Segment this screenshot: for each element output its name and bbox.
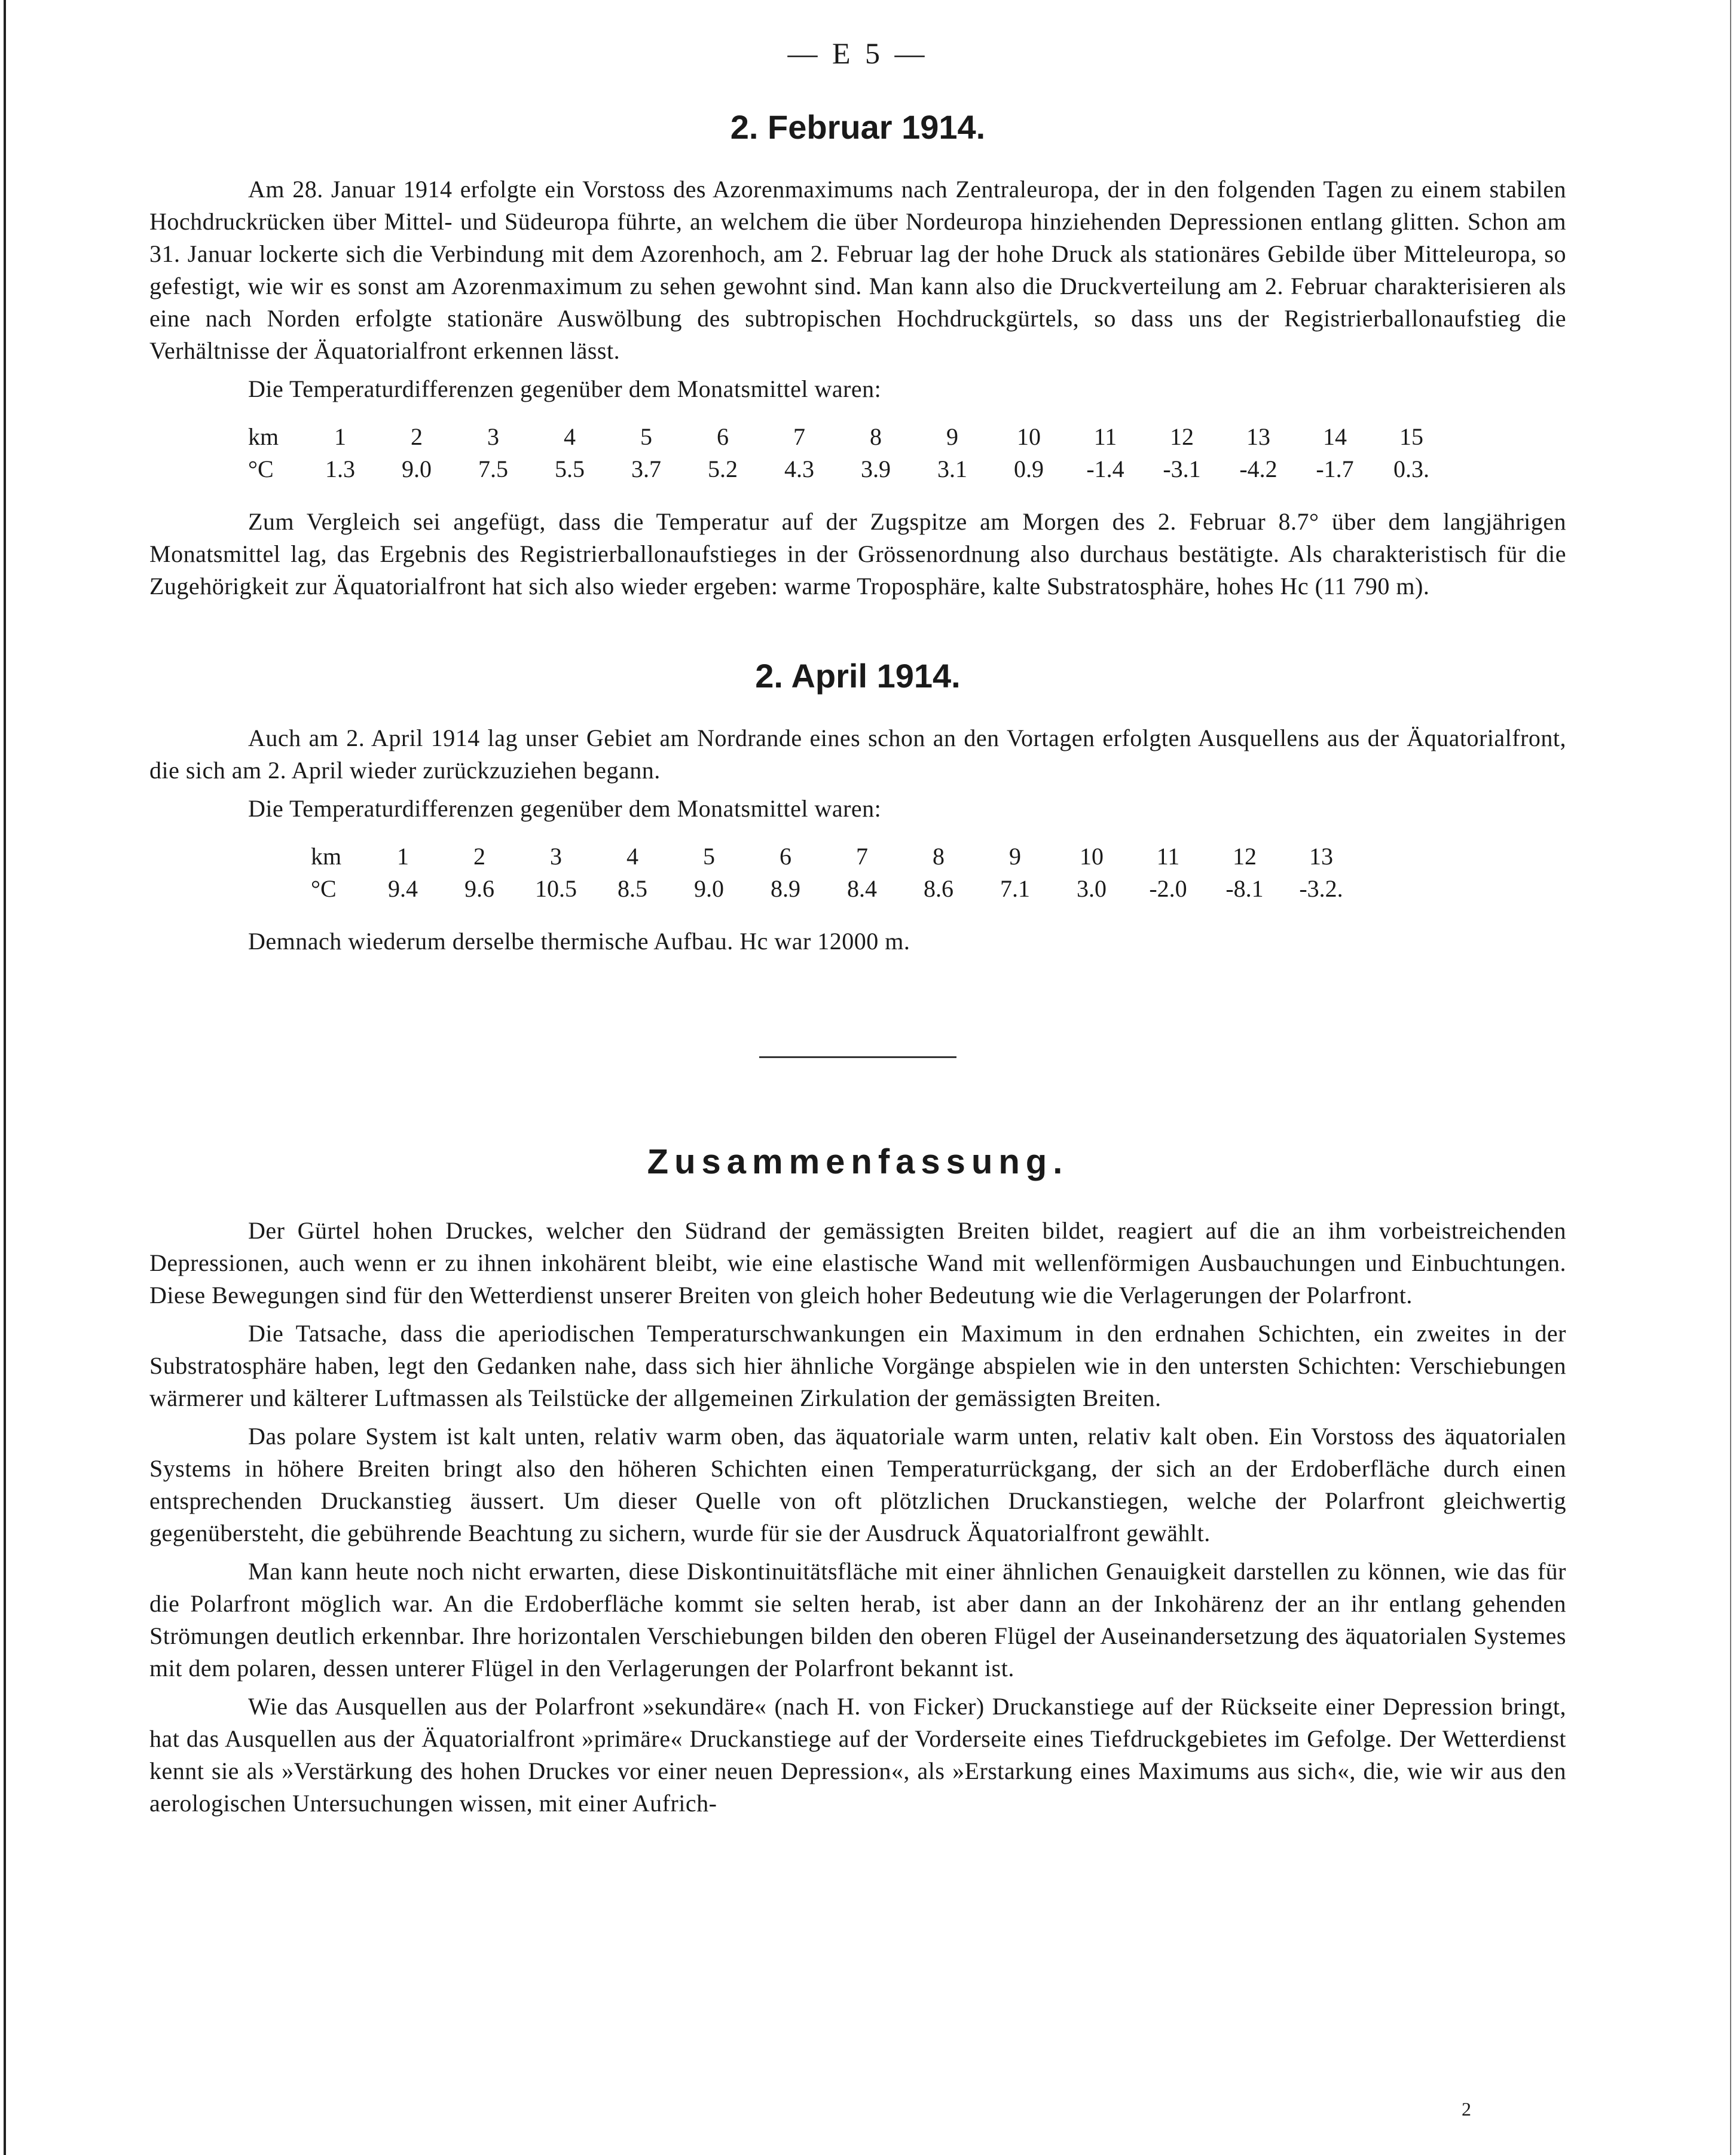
km-cell: 8 (870, 423, 882, 450)
temperature-cell: 1.3 (325, 455, 355, 482)
temperature-cell: 3.0 (1077, 875, 1107, 902)
temperature-cell: 4.3 (784, 455, 814, 482)
km-cell: 13 (1246, 423, 1270, 450)
temperature-cell: -8.1 (1225, 875, 1264, 902)
km-cell: 15 (1399, 423, 1423, 450)
right-margin-rule (1730, 0, 1731, 2155)
summary-title: Zusammenfassung. (647, 1142, 1069, 1181)
summary-paragraph: Man kann heute noch nicht erwarten, diese Diskontinuitätsfläche mit einer ähnlichen Genauigkeit darstellen zu können, wie das für die Polarfront möglich war. An die Erdoberfläche kommt sie selten herab, ist aber dann an der Inkohärenz der an ihr entlang gehenden Strömungen deutlich erkennbar. Ihre horizontalen Verschiebungen bilden den oberen Flügel der Auseinandersetzung des äquatorialen Systemes mit dem polaren, dessen unterer Flügel in den Verlagerungen der Polarfront bekannt ist. (149, 1558, 1566, 1682)
temperature-cell: 5.5 (555, 455, 585, 482)
km-cell: 10 (1080, 842, 1104, 870)
temperature-cell: -2.0 (1149, 875, 1187, 902)
km-cell: 1 (397, 842, 409, 870)
document-page (149, 36, 1566, 1826)
km-cell: 6 (717, 423, 729, 450)
km-cell: 9 (946, 423, 958, 450)
temperature-cell: 0.3. (1393, 455, 1429, 482)
left-margin-rule (4, 0, 6, 2155)
section-title-april: 2. April 1914. (755, 657, 961, 695)
temperature-table-april (311, 840, 1359, 904)
km-cell: 8 (933, 842, 945, 870)
km-cell: 12 (1170, 423, 1194, 450)
km-cell: 11 (1093, 423, 1117, 450)
km-cell: 4 (564, 423, 576, 450)
page-header: — E 5 — (787, 36, 928, 70)
temperature-cell: 10.5 (535, 875, 577, 902)
table-intro: Die Temperaturdifferenzen gegenüber dem Monatsmittel waren: (248, 375, 882, 402)
temperature-cell: 7.5 (478, 455, 508, 482)
km-cell: 1 (334, 423, 346, 450)
temperature-cell: 8.6 (924, 875, 953, 902)
temperature-cell: -3.2. (1299, 875, 1343, 902)
km-cell: 12 (1233, 842, 1257, 870)
temperature-cell: -1.4 (1086, 455, 1124, 482)
temperature-cell: 5.2 (708, 455, 738, 482)
km-cell: 3 (550, 842, 562, 870)
km-cell: 3 (487, 423, 499, 450)
temperature-table-februar (248, 420, 1450, 485)
row-label: °C (311, 875, 337, 902)
temperature-cell: -4.2 (1239, 455, 1277, 482)
km-cell: 11 (1156, 842, 1180, 870)
temperature-cell: 3.1 (937, 455, 967, 482)
folio-number: 2 (1462, 2098, 1471, 2120)
row-label: km (248, 423, 279, 450)
temperature-cell: -1.7 (1316, 455, 1354, 482)
table-row (248, 420, 1450, 453)
km-cell: 5 (703, 842, 715, 870)
km-cell: 2 (411, 423, 423, 450)
table-row (248, 453, 1450, 485)
km-cell: 10 (1017, 423, 1041, 450)
km-cell: 7 (856, 842, 868, 870)
paragraph: Auch am 2. April 1914 lag unser Gebiet am Nordrande eines schon an den Vortagen erfolgten Ausquellens aus der Äquatorialfront, die sich am 2. April wieder zurückzuziehen begann. (149, 725, 1566, 784)
km-cell: 5 (640, 423, 652, 450)
km-cell: 14 (1323, 423, 1347, 450)
paragraph: Zum Vergleich sei angefügt, dass die Temperatur auf der Zugspitze am Morgen des 2. Februar 8.7° über dem langjährigen Monatsmittel lag, das Ergebnis des Registrierballonaufstieges in der Grössenordnung also durchaus bestätigte. Als charakteristisch für die Zugehörigkeit zur Äquatorialfront hat sich also wieder ergeben: warme Troposphäre, kalte Substratosphäre, hohes Hc (11 790 m). (149, 508, 1566, 600)
km-cell: 6 (780, 842, 791, 870)
temperature-cell: 0.9 (1014, 455, 1044, 482)
temperature-cell: 8.5 (618, 875, 647, 902)
summary-paragraph: Das polare System ist kalt unten, relativ warm oben, das äquatoriale warm unten, relativ kalt oben. Ein Vorstoss des äquatorialen Systems in höhere Breiten bringt also den höheren Schichten einen Temperaturrückgang, der sich an der Erdoberfläche durch einen entsprechenden Druckanstieg äussert. Um dieser Quelle von oft plötzlichen Druckanstiegen, welche der Polarfront gleichwertig gegenübersteht, die gebührende Beachtung zu sichern, wurde für sie der Ausdruck Äquatorialfront gewählt. (149, 1423, 1566, 1546)
temperature-cell: 8.4 (847, 875, 877, 902)
row-label: km (311, 842, 342, 870)
km-cell: 9 (1009, 842, 1021, 870)
paragraph: Demnach wiederum derselbe thermische Aufbau. Hc war 12000 m. (248, 928, 910, 955)
temperature-cell: 3.9 (861, 455, 891, 482)
temperature-cell: 9.6 (464, 875, 494, 902)
temperature-cell: 9.0 (402, 455, 432, 482)
section-title-februar: 2. Februar 1914. (730, 108, 986, 146)
table-row (311, 872, 1359, 904)
km-cell: 13 (1309, 842, 1333, 870)
km-cell: 2 (473, 842, 485, 870)
table-intro: Die Temperaturdifferenzen gegenüber dem Monatsmittel waren: (248, 795, 882, 822)
summary-paragraph: Der Gürtel hohen Druckes, welcher den Südrand der gemässigten Breiten bildet, reagiert auf die an ihm vorbeistreichenden Depressionen, auch wenn er zu ihnen inkohärent bleibt, wie eine elastische Wand mit wellenförmigen Ausbauchungen und Einbuchtungen. Diese Bewegungen sind für den Wetterdienst unserer Breiten von gleich hoher Bedeutung wie die Verlagerungen der Polarfront. (149, 1217, 1566, 1309)
temperature-cell: 9.4 (388, 875, 418, 902)
temperature-cell: 9.0 (694, 875, 724, 902)
km-cell: 4 (626, 842, 638, 870)
temperature-cell: 7.1 (1000, 875, 1030, 902)
temperature-cell: -3.1 (1163, 455, 1201, 482)
row-label: °C (248, 455, 274, 482)
km-cell: 7 (793, 423, 805, 450)
section-divider (759, 1056, 956, 1058)
temperature-cell: 8.9 (771, 875, 800, 902)
summary-paragraph: Die Tatsache, dass die aperiodischen Temperaturschwankungen ein Maximum in den erdnahen Schichten, ein zweites in der Substratosphäre haben, legt den Gedanken nahe, dass sich hier ähnliche Vorgänge abspielen wie in den untersten Schichten: Verschiebungen wärmerer und kälterer Luftmassen als Teilstücke der allgemeinen Zirkulation der gemässigten Breiten. (149, 1320, 1566, 1411)
paragraph: Am 28. Januar 1914 erfolgte ein Vorstoss des Azorenmaximums nach Zentraleuropa, der in den folgenden Tagen zu einem stabilen Hochdruckrücken über Mittel- und Südeuropa führte, an welchem die über Nordeuropa hinziehenden Depressionen entlang glitten. Schon am 31. Januar lockerte sich die Verbindung mit dem Azorenhoch, am 2. Februar lag der hohe Druck als stationäres Gebilde über Mitteleuropa, so gefestigt, wie wir es sonst am Azorenmaximum zu sehen gewohnt sind. Man kann also die Druckverteilung am 2. Februar charakterisieren als eine nach Norden erfolgte stationäre Auswölbung des subtropischen Hochdruckgürtels, so dass uns der Registrierballonaufstieg die Verhältnisse der Äquatorialfront erkennen lässt. (149, 176, 1566, 364)
temperature-cell: 3.7 (631, 455, 661, 482)
summary-paragraph: Wie das Ausquellen aus der Polarfront »sekundäre« (nach H. von Ficker) Druckanstiege auf der Rückseite einer Depression bringt, hat das Ausquellen aus der Äquatorialfront »primäre« Druckanstiege auf der Vorderseite eines Tiefdruckgebietes im Gefolge. Der Wetterdienst kennt sie als »Verstärkung des hohen Druckes vor einer neuen Depression«, als »Erstarkung eines Maximums aus sich«, die, wie wir aus den aerologischen Untersuchungen wissen, mit einer Aufrich- (149, 1693, 1566, 1817)
table-row (311, 840, 1359, 872)
